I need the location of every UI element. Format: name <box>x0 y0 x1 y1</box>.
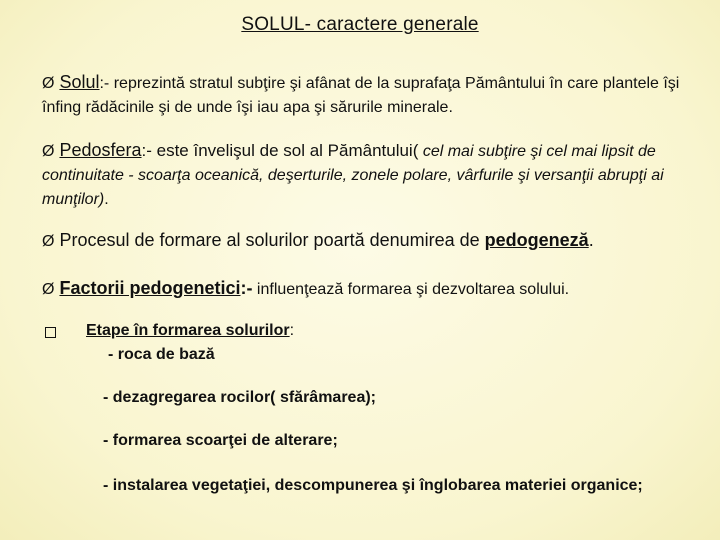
arrow-bullet-icon: Ø <box>42 143 55 160</box>
bullet-procesul <box>42 228 692 254</box>
arrow-bullet-icon: Ø <box>42 75 55 92</box>
definition-text: :- este învelişul de sol al Pământului( <box>141 141 419 160</box>
period: . <box>104 191 109 208</box>
slide-title: SOLUL- caractere generale <box>241 14 479 35</box>
stages-title: Etape în formarea solurilor <box>86 322 290 339</box>
separator: :- <box>99 75 110 92</box>
arrow-bullet-icon: Ø <box>42 233 55 250</box>
stages-colon: : <box>289 322 295 339</box>
term-pedosfera: Pedosfera <box>59 140 142 160</box>
term-pedogeneza: pedogeneză <box>484 230 589 250</box>
arrow-bullet-icon: Ø <box>42 281 55 298</box>
definition-text: reprezintă stratul subţire şi afânat de la suprafaţa Pământului în care plantele îşi înfing rădăcinile şi de unde îşi iau apa şi sărurile minerale. <box>42 75 680 116</box>
square-bullet-icon <box>45 327 56 338</box>
stage-item: - dezagregarea rocilor( sfărâmarea); <box>103 389 376 406</box>
term-solul: Solul <box>59 72 100 92</box>
italic-note: cel mai subţire şi cel mai lipsit de continuitate - scoarţa oceanică, deşerturile, zonele polare, vârfurile şi versanţii abrupţi ai munţilor) <box>42 143 664 208</box>
bullet-pedosfera <box>42 138 692 212</box>
period: . <box>588 230 594 250</box>
stages-heading <box>86 322 294 340</box>
definition-text: Procesul de formare al solurilor poartă denumirea de <box>59 230 485 250</box>
stage-item: - instalarea vegetaţiei, descompunerea şi înglobarea materiei organice; <box>103 477 643 494</box>
bullet-solul <box>42 70 692 120</box>
bullet-factorii <box>42 276 692 302</box>
stage-item: - formarea scoarţei de alterare; <box>103 432 338 449</box>
separator: :- <box>240 278 253 298</box>
stage-item: - roca de bază <box>108 346 215 363</box>
term-factorii: Factorii pedogenetici <box>59 278 241 298</box>
definition-text: influenţează formarea şi dezvoltarea solului. <box>252 281 570 298</box>
